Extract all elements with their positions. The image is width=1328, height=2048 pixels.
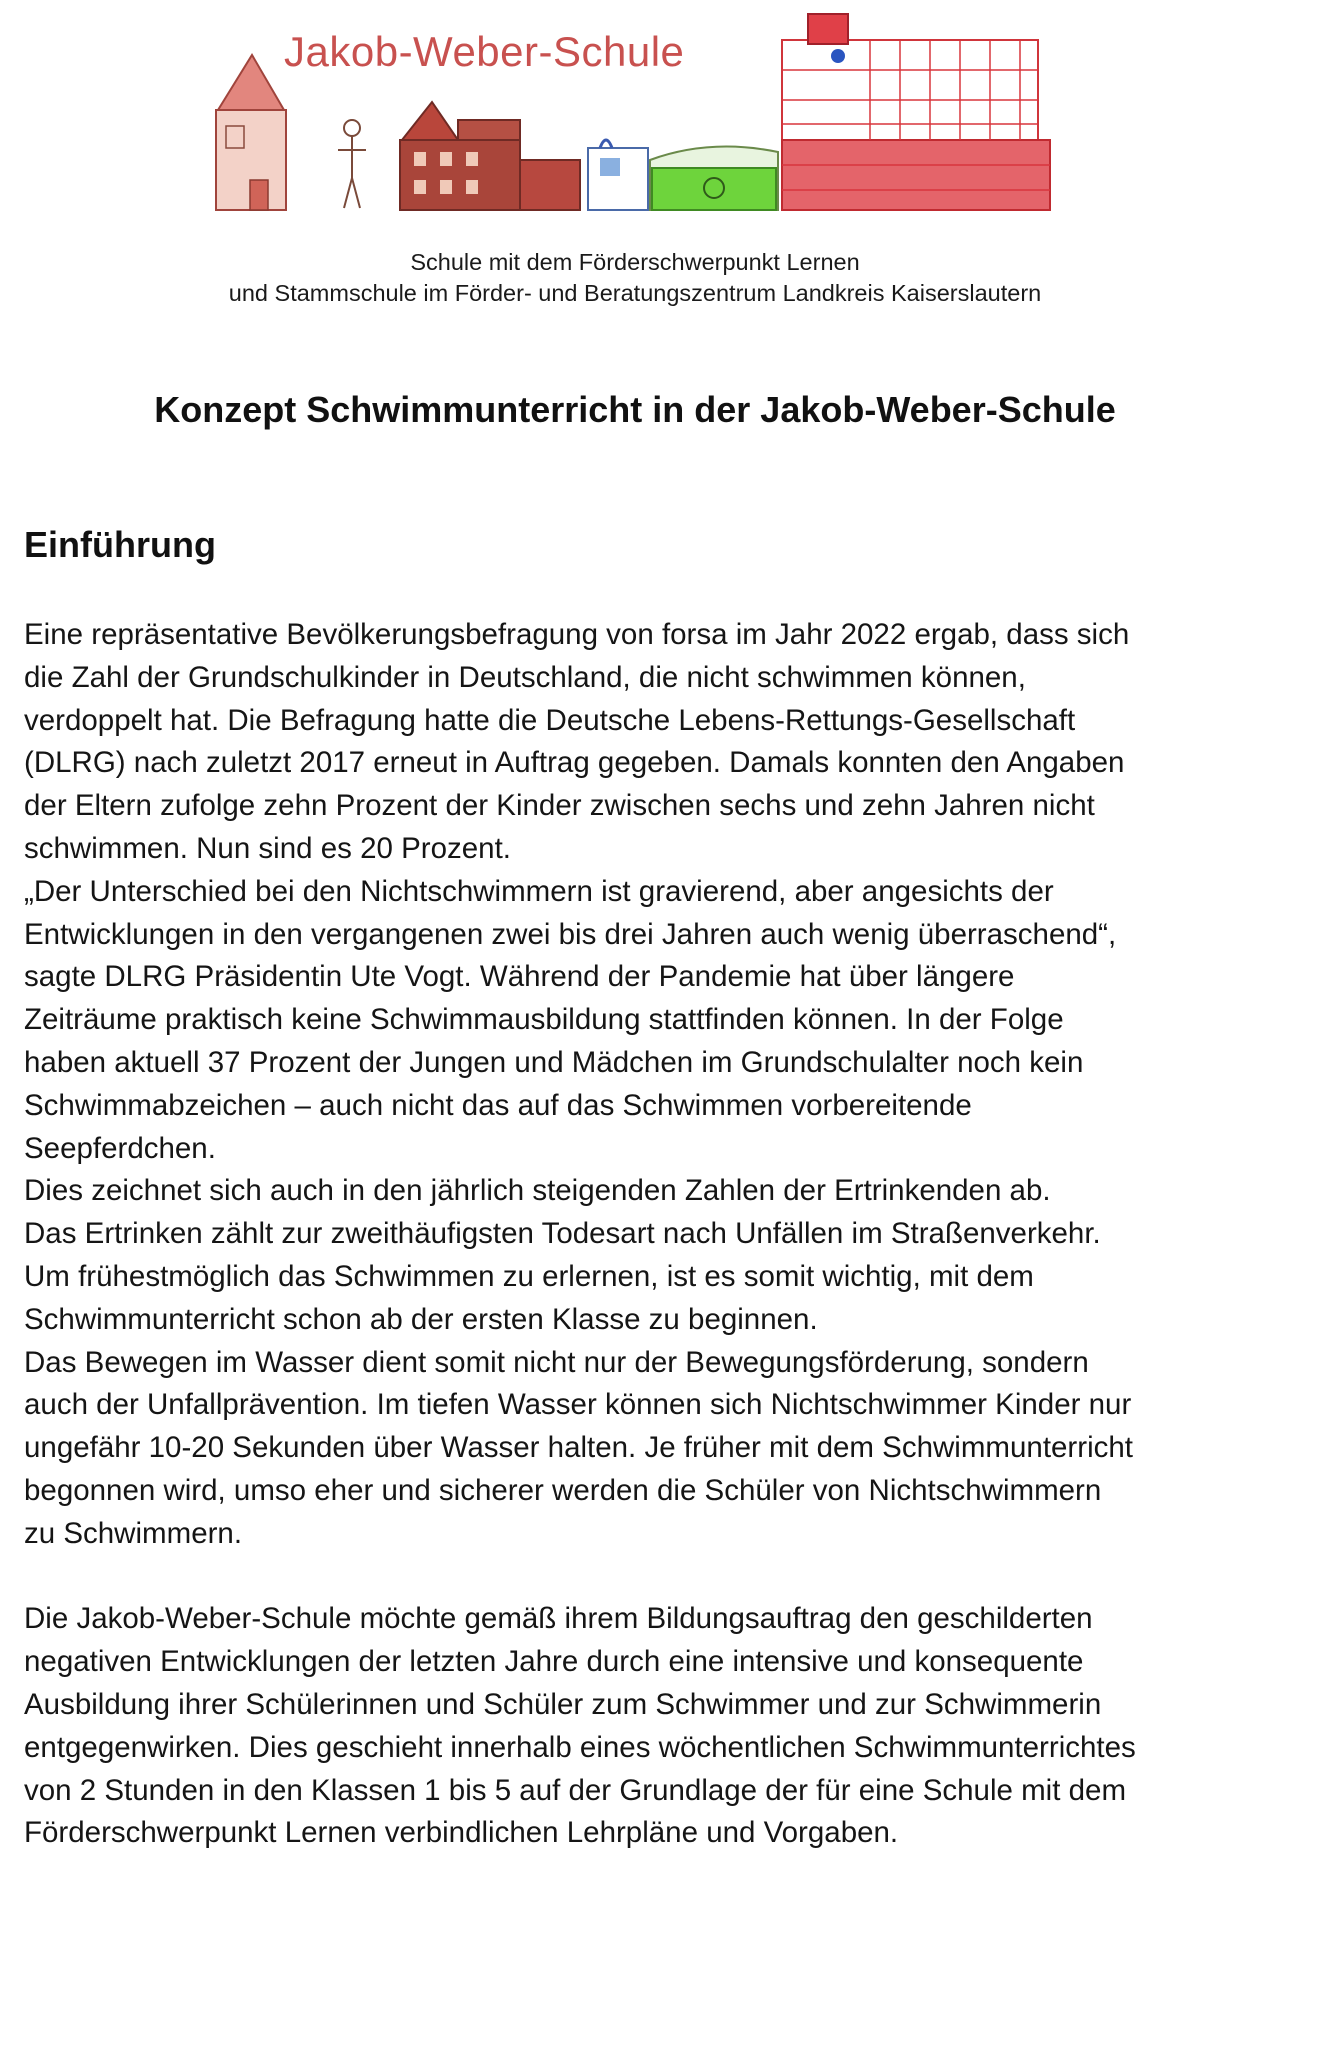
text-line: der Eltern zufolge zehn Prozent der Kinder zwischen sechs und zehn Jahren nicht [24, 789, 1095, 823]
paragraph-spacer [24, 1556, 1314, 1599]
text-line: Schwimmabzeichen – auch nicht das auf das Schwimmen vorbereitende [24, 1088, 972, 1122]
text-line: Dies zeichnet sich auch in den jährlich steigenden Zahlen der Ertrinkenden ab. [24, 1174, 1051, 1208]
text-line: zu Schwimmern. [24, 1516, 243, 1550]
paragraph-2 [24, 1598, 1314, 1855]
text-line: haben aktuell 37 Prozent der Jungen und Mädchen im Grundschulalter noch kein [24, 1045, 1084, 1079]
text-line: die Zahl der Grundschulkinder in Deutschland, die nicht schwimmen können, [24, 660, 1026, 694]
text-line: Förderschwerpunkt Lernen verbindlichen Lehrpläne und Vorgaben. [24, 1816, 899, 1850]
subtitle-line-1: Schule mit dem Förderschwerpunkt Lernen [410, 249, 860, 275]
text-line: begonnen wird, umso eher und sicherer werden die Schüler von Nichtschwimmern [24, 1473, 1102, 1507]
tower-drawing [216, 55, 286, 210]
document-title: Konzept Schwimmunterricht in der Jakob-Weber-Schule [154, 389, 1116, 430]
paragraph-1 [24, 614, 1314, 1556]
text-line: sagte DLRG Präsidentin Ute Vogt. Während der Pandemie hat über längere [24, 960, 1015, 994]
text-line: Zeiträume praktisch keine Schwimmausbildung stattfinden können. In der Folge [24, 1003, 1064, 1037]
blue-building-drawing [588, 140, 648, 210]
school-logo [0, 0, 1328, 220]
text-line: Das Bewegen im Wasser dient somit nicht nur der Bewegungsförderung, sondern [24, 1345, 1089, 1379]
brick-building-drawing [400, 102, 580, 210]
text-line: (DLRG) nach zuletzt 2017 erneut in Auftrag gegeben. Damals konnten den Angaben [24, 746, 1125, 780]
text-line: Seepferdchen. [24, 1131, 216, 1165]
text-line: auch der Unfallprävention. Im tiefen Wasser können sich Nichtschwimmer Kinder nur [24, 1388, 1132, 1422]
section-heading: Einführung [24, 524, 216, 565]
text-line: Das Ertrinken zählt zur zweithäufigsten Todesart nach Unfällen im Straßenverkehr. [24, 1217, 1101, 1251]
person-drawing [338, 120, 366, 208]
school-name: Jakob-Weber-Schule [284, 28, 685, 75]
text-line: „Der Unterschied bei den Nichtschwimmern ist gravierend, aber angesichts der [24, 874, 1054, 908]
text-line: ungefähr 10-20 Sekunden über Wasser halten. Je früher mit dem Schwimmunterricht [24, 1431, 1133, 1465]
text-line: Eine repräsentative Bevölkerungsbefragung von forsa im Jahr 2022 ergab, dass sich [24, 618, 1130, 651]
text-line: Die Jakob-Weber-Schule möchte gemäß ihrem Bildungsauftrag den geschilderten [24, 1602, 1093, 1636]
subtitle-line-2: und Stammschule im Förder- und Beratungszentrum Landkreis Kaiserslautern [228, 280, 1042, 306]
gym-drawing [650, 147, 778, 210]
text-line: verdoppelt hat. Die Befragung hatte die Deutsche Lebens-Rettungs-Gesellschaft [24, 703, 1076, 737]
text-line: negativen Entwicklungen der letzten Jahre durch eine intensive und konsequente [24, 1645, 1084, 1679]
text-line: Schwimmunterricht schon ab der ersten Klasse zu beginnen. [24, 1302, 818, 1336]
text-line: entgegenwirken. Dies geschieht innerhalb eines wöchentlichen Schwimmunterrichtes [24, 1730, 1136, 1764]
text-line: Ausbildung ihrer Schülerinnen und Schüler zum Schwimmer und zur Schwimmerin [24, 1687, 1102, 1721]
text-line: Um frühestmöglich das Schwimmen zu erlernen, ist es somit wichtig, mit dem [24, 1259, 1034, 1293]
text-line: schwimmen. Nun sind es 20 Prozent. [24, 831, 511, 865]
text-line: Entwicklungen in den vergangenen zwei bis drei Jahren auch wenig überraschend“, [24, 917, 1117, 951]
text-line: von 2 Stunden in den Klassen 1 bis 5 auf der Grundlage der für eine Schule mit dem [24, 1773, 1127, 1807]
body-text [24, 614, 1314, 1855]
red-grid-building-drawing [782, 14, 1050, 210]
